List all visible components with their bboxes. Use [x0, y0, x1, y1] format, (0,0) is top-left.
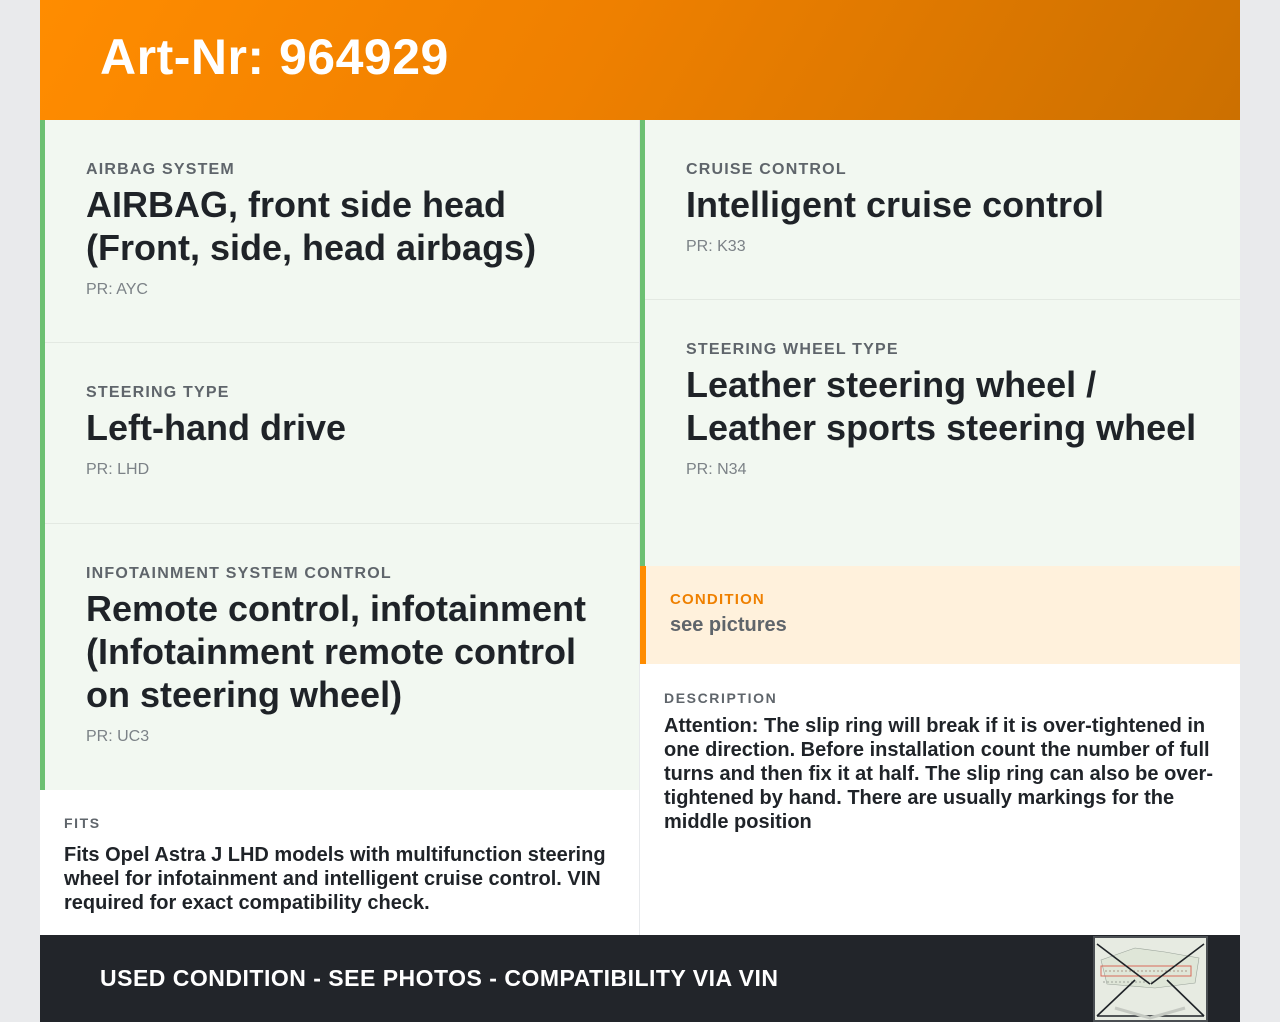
footer-bar — [40, 935, 1240, 1022]
card-value: Remote control, infotainment (Infotainment remote control on steering wheel) — [86, 588, 587, 715]
card-pr-code: PR: LHD — [86, 461, 150, 478]
description-text: Attention: The slip ring will break if it is over-tightened in one direction. Before installation count the number of full turns and then fix it at half. The slip ring can also be over-tightened by hand. There are usually markings for the middle position — [664, 715, 1213, 833]
fits-text: Fits Opel Astra J LHD models with multifunction steering wheel for infotainment and intelligent cruise control. VIN required for exact compatibility check. — [64, 844, 606, 914]
description-label: DESCRIPTION — [664, 690, 778, 706]
condition-label: CONDITION — [670, 591, 765, 608]
card-label: AIRBAG SYSTEM — [86, 161, 235, 178]
description-section — [664, 690, 1224, 834]
card-value: AIRBAG, front side head (Front, side, head airbags) — [86, 184, 537, 268]
article-number-title: Art-Nr: 964929 — [100, 29, 449, 85]
steering-type-card — [40, 343, 640, 524]
card-label: STEERING WHEEL TYPE — [686, 341, 899, 358]
product-photo-thumbnail[interactable] — [1093, 936, 1208, 1022]
envelope-photo-icon — [1095, 938, 1206, 1020]
fits-label: FITS — [64, 815, 101, 831]
footer-text: USED CONDITION - SEE PHOTOS - COMPATIBILITY VIA VIN — [100, 965, 779, 991]
card-value: Intelligent cruise control — [686, 184, 1105, 225]
card-label: CRUISE CONTROL — [686, 161, 847, 178]
card-pr-code: PR: UC3 — [86, 728, 150, 745]
card-label: STEERING TYPE — [86, 384, 230, 401]
fits-section — [64, 815, 624, 915]
card-label: INFOTAINMENT SYSTEM CONTROL — [86, 565, 392, 582]
card-pr-code: PR: K33 — [686, 238, 746, 255]
card-pr-code: PR: AYC — [86, 281, 148, 298]
card-value: Leather steering wheel / Leather sports steering wheel — [686, 364, 1197, 448]
airbag-system-card — [40, 120, 640, 343]
column-divider — [639, 120, 640, 935]
card-pr-code: PR: N34 — [686, 461, 747, 478]
condition-value: see pictures — [670, 614, 787, 636]
card-value: Left-hand drive — [86, 407, 347, 448]
header-banner — [40, 0, 1240, 120]
condition-box — [640, 566, 1240, 664]
steering-wheel-type-card — [640, 300, 1240, 566]
product-sheet — [40, 0, 1240, 1022]
cruise-control-card — [640, 120, 1240, 300]
infotainment-control-card — [40, 524, 640, 790]
